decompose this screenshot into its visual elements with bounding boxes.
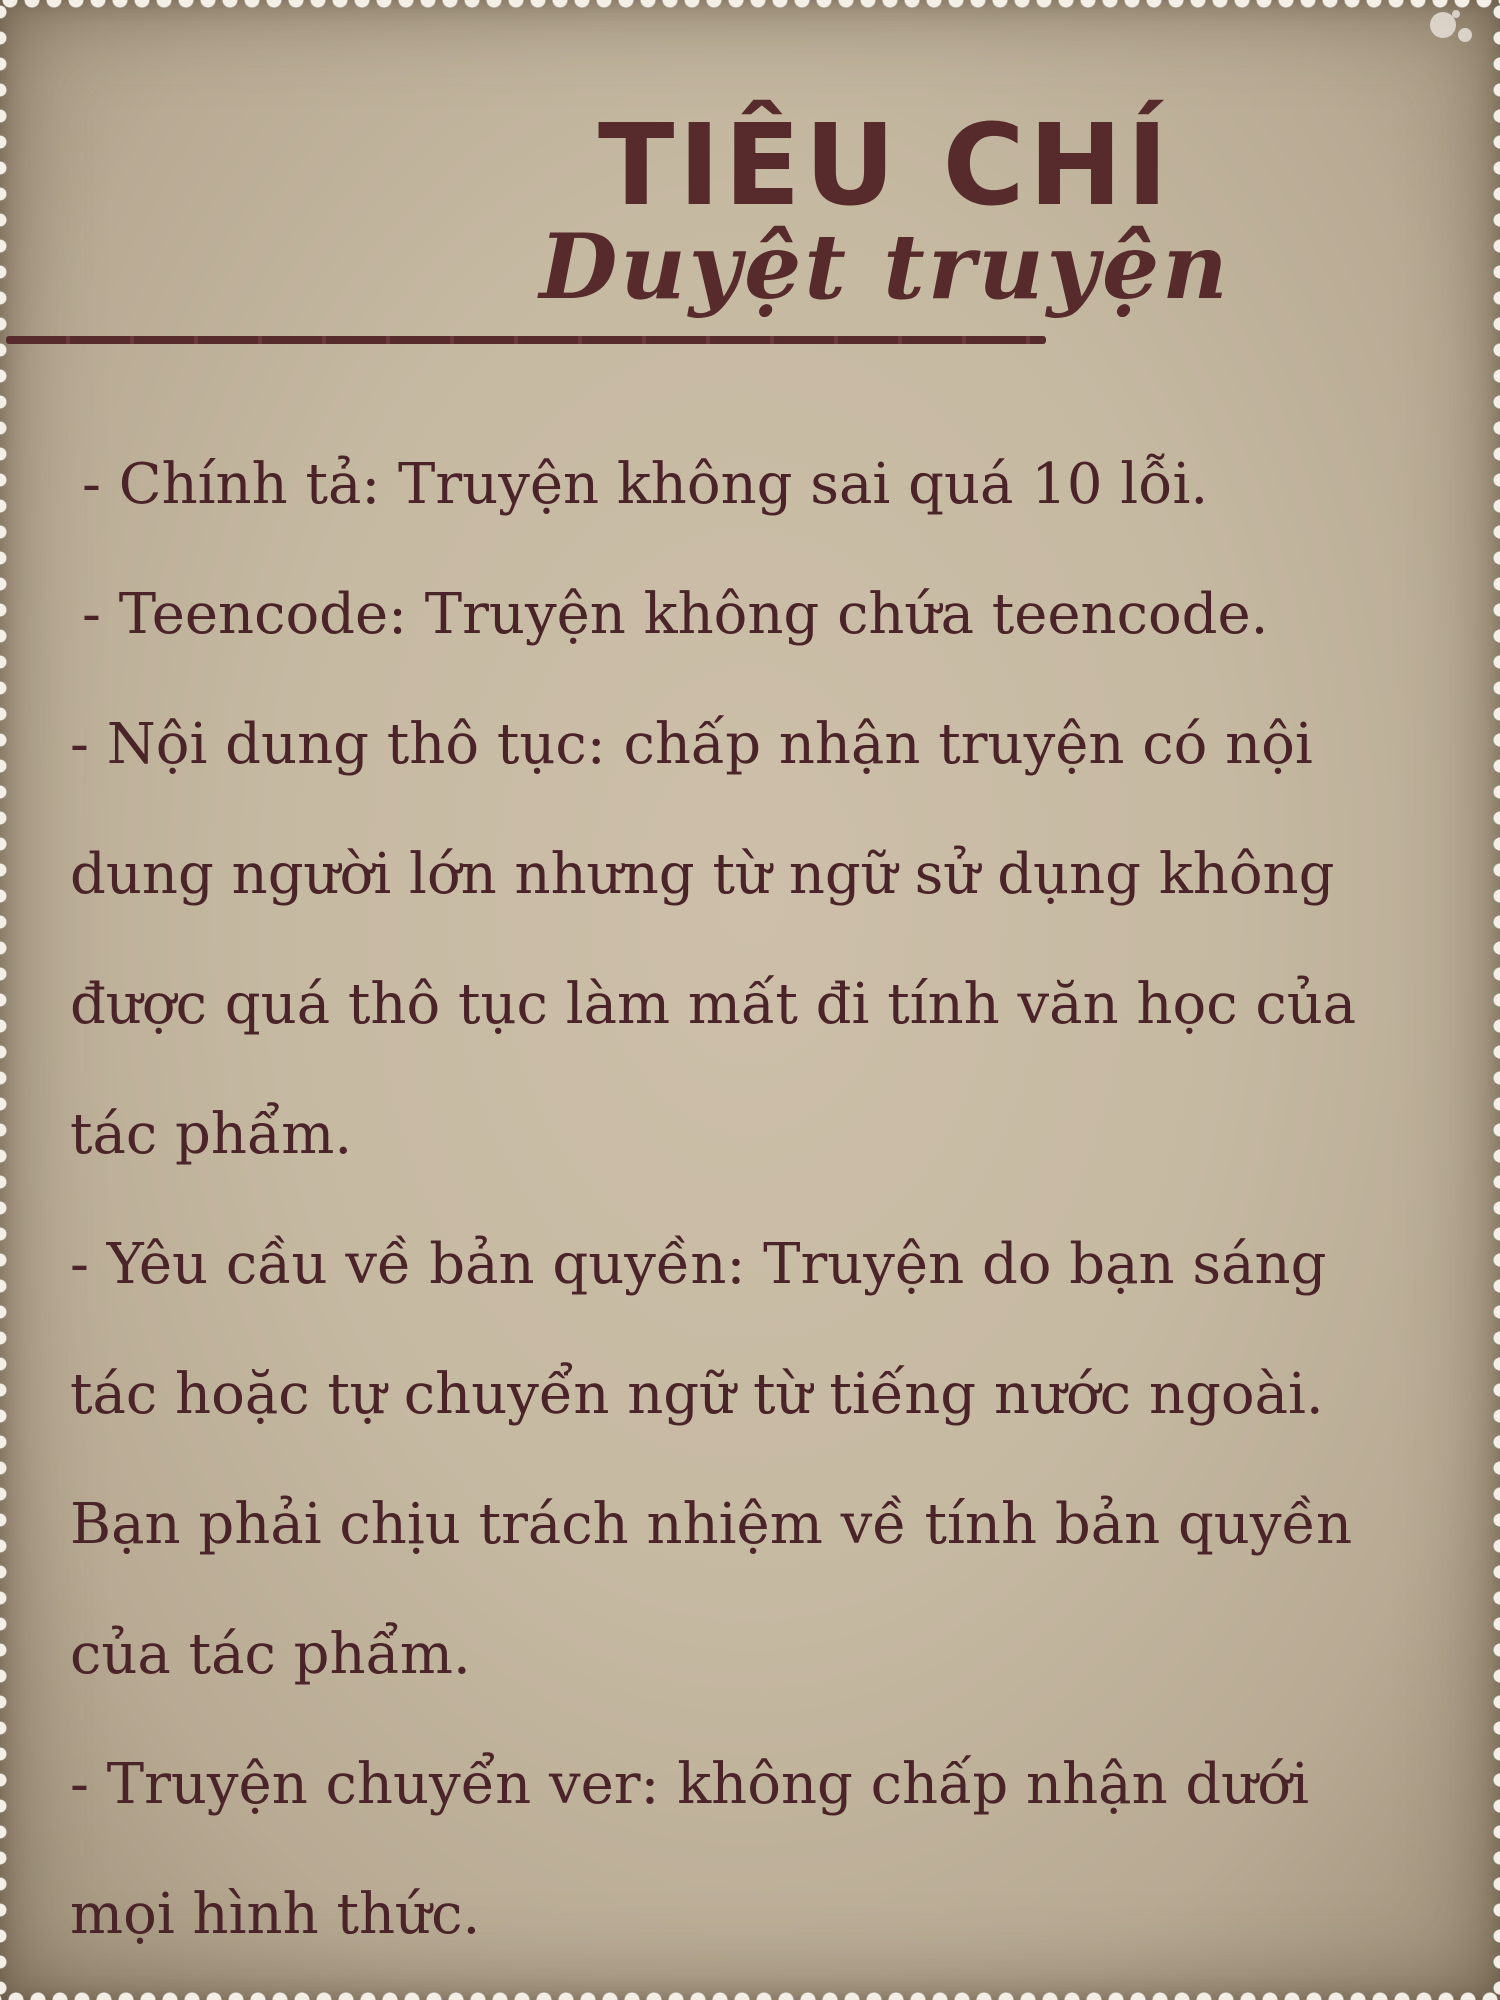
criterion-spelling: - Chính tả: Truyện không sai quá 10 lỗi. xyxy=(82,452,1209,517)
torn-edge-top xyxy=(0,0,1500,14)
paper-stain-decoration xyxy=(1400,8,1470,58)
criterion-vulgar-content: - Nội dung thô tục: chấp nhận truyện có nội dung người lớn nhưng từ ngữ sử dụng không được quá thô tục làm mất đi tính văn học của tác phẩm. xyxy=(70,712,1357,1167)
title-underline xyxy=(6,336,1046,344)
criteria-list xyxy=(70,420,1420,1980)
criterion-adapted-version: - Truyện chuyển ver: không chấp nhận dưới mọi hình thức. xyxy=(70,1752,1309,1947)
torn-edge-bottom xyxy=(0,1986,1500,2000)
criterion-copyright: - Yêu cầu về bản quyền: Truyện do bạn sáng tác hoặc tự chuyển ngữ từ tiếng nước ngoài. Bạn phải chịu trách nhiệm về tính bản quyền của tác phẩm. xyxy=(70,1232,1353,1687)
page-subtitle: Duyệt truyện xyxy=(539,214,1231,320)
page-title: TIÊU CHÍ xyxy=(597,101,1173,231)
criterion-teencode: - Teencode: Truyện không chứa teencode. xyxy=(82,582,1269,647)
